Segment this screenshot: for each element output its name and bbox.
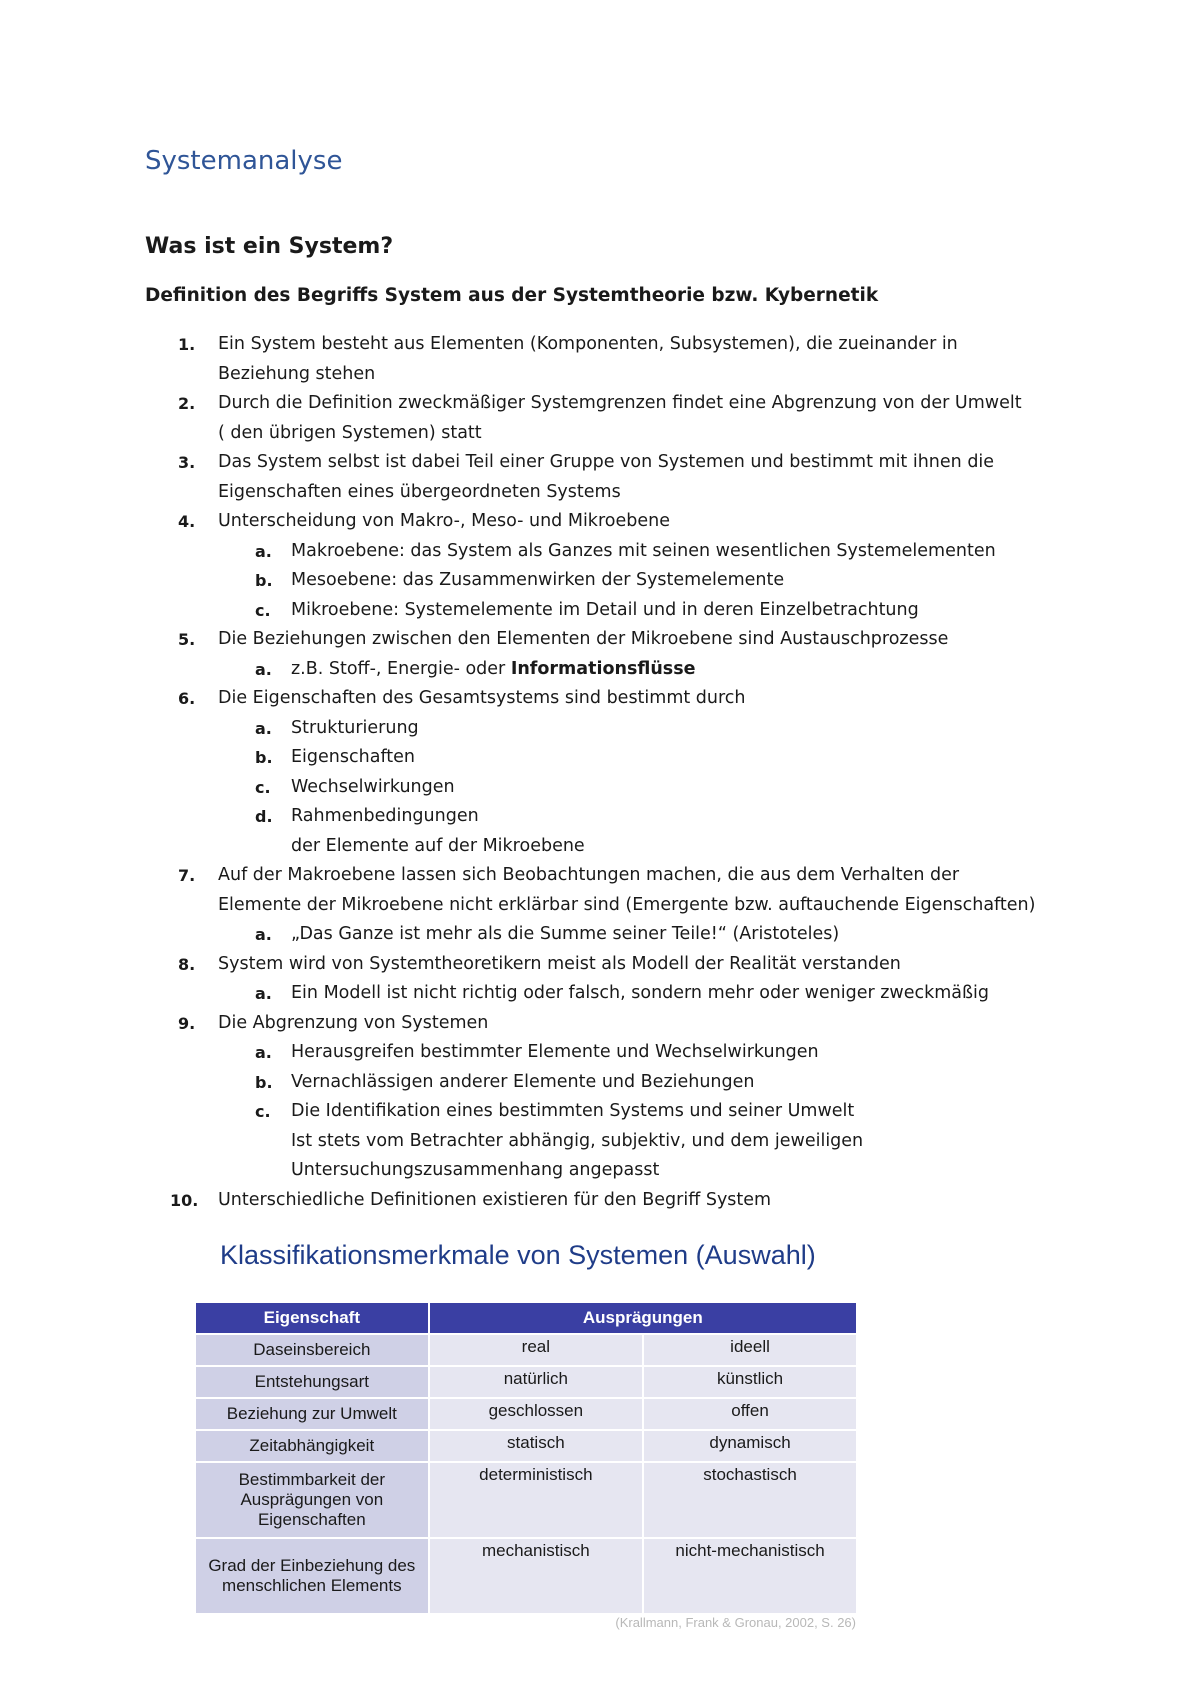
list-number: 10.	[170, 1190, 199, 1210]
list-item-text: Ein System besteht aus Elementen (Komponenten, Subsystemen), die zueinander in	[218, 334, 958, 354]
sub-list-letter: a.	[255, 541, 272, 561]
list-item	[0, 448, 1200, 507]
list-item-text: Unterschiedliche Definitionen existieren für den Begriff System	[218, 1189, 772, 1210]
sub-list-letter: c.	[255, 777, 271, 797]
document-title: Systemanalyse	[145, 146, 343, 176]
table-cell-value: stochastisch	[643, 1462, 857, 1538]
sub-list-continuation: Ist stets vom Betrachter abhängig, subjektiv, und dem jeweiligen	[291, 1130, 864, 1151]
table-cell-value: ideell	[643, 1334, 857, 1366]
list-item	[0, 389, 1200, 448]
table-row	[195, 1398, 857, 1430]
table-cell-value: mechanistisch	[429, 1538, 643, 1614]
list-item-continuation: Elemente der Mikroebene nicht erklärbar sind (Emergente bzw. auftauchende Eigenschaften)	[218, 894, 1036, 915]
list-item-text: Durch die Definition zweckmäßiger Systemgrenzen findet eine Abgrenzung von der Umwelt	[218, 393, 1022, 413]
sub-list-letter: a.	[255, 659, 272, 679]
table-cell-property: Bestimmbarkeit der Ausprägungen von Eigenschaften	[195, 1462, 429, 1538]
sub-list-letter: c.	[255, 600, 271, 620]
sub-list-letter: c.	[255, 1102, 271, 1121]
sub-list-item	[0, 802, 1200, 861]
list-item-text: Das System selbst ist dabei Teil einer Gruppe von Systemen und bestimmt mit ihnen die	[218, 452, 995, 472]
sub-list-item	[0, 1068, 1200, 1098]
classification-figure	[190, 1215, 862, 1635]
table-cell-value: geschlossen	[429, 1398, 643, 1430]
sub-list-letter: b.	[255, 1072, 273, 1092]
list-number: 4.	[178, 512, 196, 531]
sub-list-item	[0, 743, 1200, 773]
sub-list-letter: d.	[255, 807, 273, 826]
list-item-text: Die Abgrenzung von Systemen	[218, 1012, 489, 1033]
sub-list-letter: a.	[255, 718, 272, 738]
sub-list-item	[0, 920, 1200, 950]
table-cell-value: offen	[643, 1398, 857, 1430]
list-item	[0, 1186, 1200, 1216]
list-number: 1.	[178, 335, 196, 354]
list-item	[0, 625, 1200, 655]
table-row	[195, 1538, 857, 1614]
sub-list-text: „Das Ganze ist mehr als die Summe seiner Teile!“ (Aristoteles)	[291, 924, 840, 944]
table-cell-value: deterministisch	[429, 1462, 643, 1538]
table-cell-property: Grad der Einbeziehung des menschlichen Elements	[195, 1538, 429, 1614]
table-cell-property: Beziehung zur Umwelt	[195, 1398, 429, 1430]
list-item	[0, 950, 1200, 980]
list-item	[0, 684, 1200, 714]
sub-list-text: Strukturierung	[291, 717, 419, 738]
table-cell-value: künstlich	[643, 1366, 857, 1398]
list-number: 2.	[178, 394, 196, 413]
sub-list-text: Herausgreifen bestimmter Elemente und Wechselwirkungen	[291, 1042, 819, 1062]
definition-list	[0, 330, 1200, 1215]
sub-list-text: Makroebene: das System als Ganzes mit seinen wesentlichen Systemelementen	[291, 540, 996, 561]
sub-list-item	[0, 714, 1200, 744]
sub-list-text: Die Identifikation eines bestimmten Systems und seiner Umwelt	[291, 1101, 855, 1121]
table-cell-property: Daseinsbereich	[195, 1334, 429, 1366]
list-item	[0, 330, 1200, 389]
sub-list-item	[0, 979, 1200, 1009]
header-values: Ausprägungen	[429, 1302, 857, 1334]
table-row	[195, 1366, 857, 1398]
sub-list-item	[0, 596, 1200, 626]
list-item-text: Die Beziehungen zwischen den Elementen der Mikroebene sind Austauschprozesse	[218, 629, 949, 649]
list-item	[0, 1009, 1200, 1039]
section-heading: Was ist ein System?	[145, 234, 394, 259]
table-cell-value: statisch	[429, 1430, 643, 1462]
sub-list-continuation: Untersuchungszusammenhang angepasst	[291, 1160, 660, 1180]
sub-list-letter: b.	[255, 748, 273, 767]
table-header-row	[195, 1302, 857, 1334]
list-item-continuation: Eigenschaften eines übergeordneten Systems	[218, 481, 621, 502]
table-row	[195, 1462, 857, 1538]
sub-list-letter: a.	[255, 984, 272, 1003]
table-cell-value: nicht-mechanistisch	[643, 1538, 857, 1614]
list-item	[0, 861, 1200, 920]
table-cell-value: natürlich	[429, 1366, 643, 1398]
table-row	[195, 1334, 857, 1366]
table-row	[195, 1430, 857, 1462]
list-item-continuation: Beziehung stehen	[218, 363, 376, 384]
sub-list-letter: b.	[255, 571, 273, 590]
sub-list-letter: a.	[255, 925, 272, 944]
sub-list-text: Wechselwirkungen	[291, 776, 455, 797]
list-item-text: Unterscheidung von Makro-, Meso- und Mikroebene	[218, 511, 670, 531]
sub-list-item	[0, 773, 1200, 803]
list-item-text: Auf der Makroebene lassen sich Beobachtungen machen, die aus dem Verhalten der	[218, 865, 960, 885]
sub-list-letter: a.	[255, 1043, 272, 1062]
table-cell-property: Entstehungsart	[195, 1366, 429, 1398]
figure-source: (Krallmann, Frank & Gronau, 2002, S. 26)	[615, 1615, 856, 1630]
table-cell-property: Zeitabhängigkeit	[195, 1430, 429, 1462]
sub-list-text: Vernachlässigen anderer Elemente und Beziehungen	[291, 1071, 755, 1092]
sub-list-item	[0, 537, 1200, 567]
list-number: 6.	[178, 689, 196, 708]
list-item-continuation: ( den übrigen Systemen) statt	[218, 422, 482, 443]
figure-title: Klassifikationsmerkmale von Systemen (Auswahl)	[220, 1240, 816, 1270]
sub-list-text: Eigenschaften	[291, 747, 416, 767]
sub-list-bold-text: Informationsflüsse	[510, 658, 696, 679]
list-number: 9.	[178, 1013, 196, 1033]
sub-list-text: Rahmenbedingungen	[291, 806, 479, 826]
sub-list-item	[0, 655, 1200, 685]
list-number: 3.	[178, 453, 196, 472]
table-cell-value: real	[429, 1334, 643, 1366]
list-item-text: System wird von Systemtheoretikern meist als Modell der Realität verstanden	[218, 953, 901, 974]
list-number: 7.	[178, 866, 196, 885]
classification-table	[194, 1301, 858, 1615]
sub-list-text: Mesoebene: das Zusammenwirken der Systemelemente	[291, 570, 785, 590]
list-item	[0, 507, 1200, 537]
list-number: 8.	[178, 954, 196, 974]
sub-list-item	[0, 1097, 1200, 1186]
list-number: 5.	[178, 630, 196, 649]
sub-list-text: z.B. Stoff-, Energie- oder	[291, 658, 511, 679]
header-property: Eigenschaft	[195, 1302, 429, 1334]
sub-list-item	[0, 566, 1200, 596]
sub-list-text: Ein Modell ist nicht richtig oder falsch, sondern mehr oder weniger zweckmäßig	[291, 983, 990, 1003]
subsection-heading: Definition des Begriffs System aus der Systemtheorie bzw. Kybernetik	[145, 285, 879, 306]
sub-list-text: Mikroebene: Systemelemente im Detail und in deren Einzelbetrachtung	[291, 599, 919, 620]
list-item-text: Die Eigenschaften des Gesamtsystems sind bestimmt durch	[218, 688, 746, 708]
sub-list-item	[0, 1038, 1200, 1068]
sub-list-continuation: der Elemente auf der Mikroebene	[291, 835, 585, 856]
table-cell-value: dynamisch	[643, 1430, 857, 1462]
